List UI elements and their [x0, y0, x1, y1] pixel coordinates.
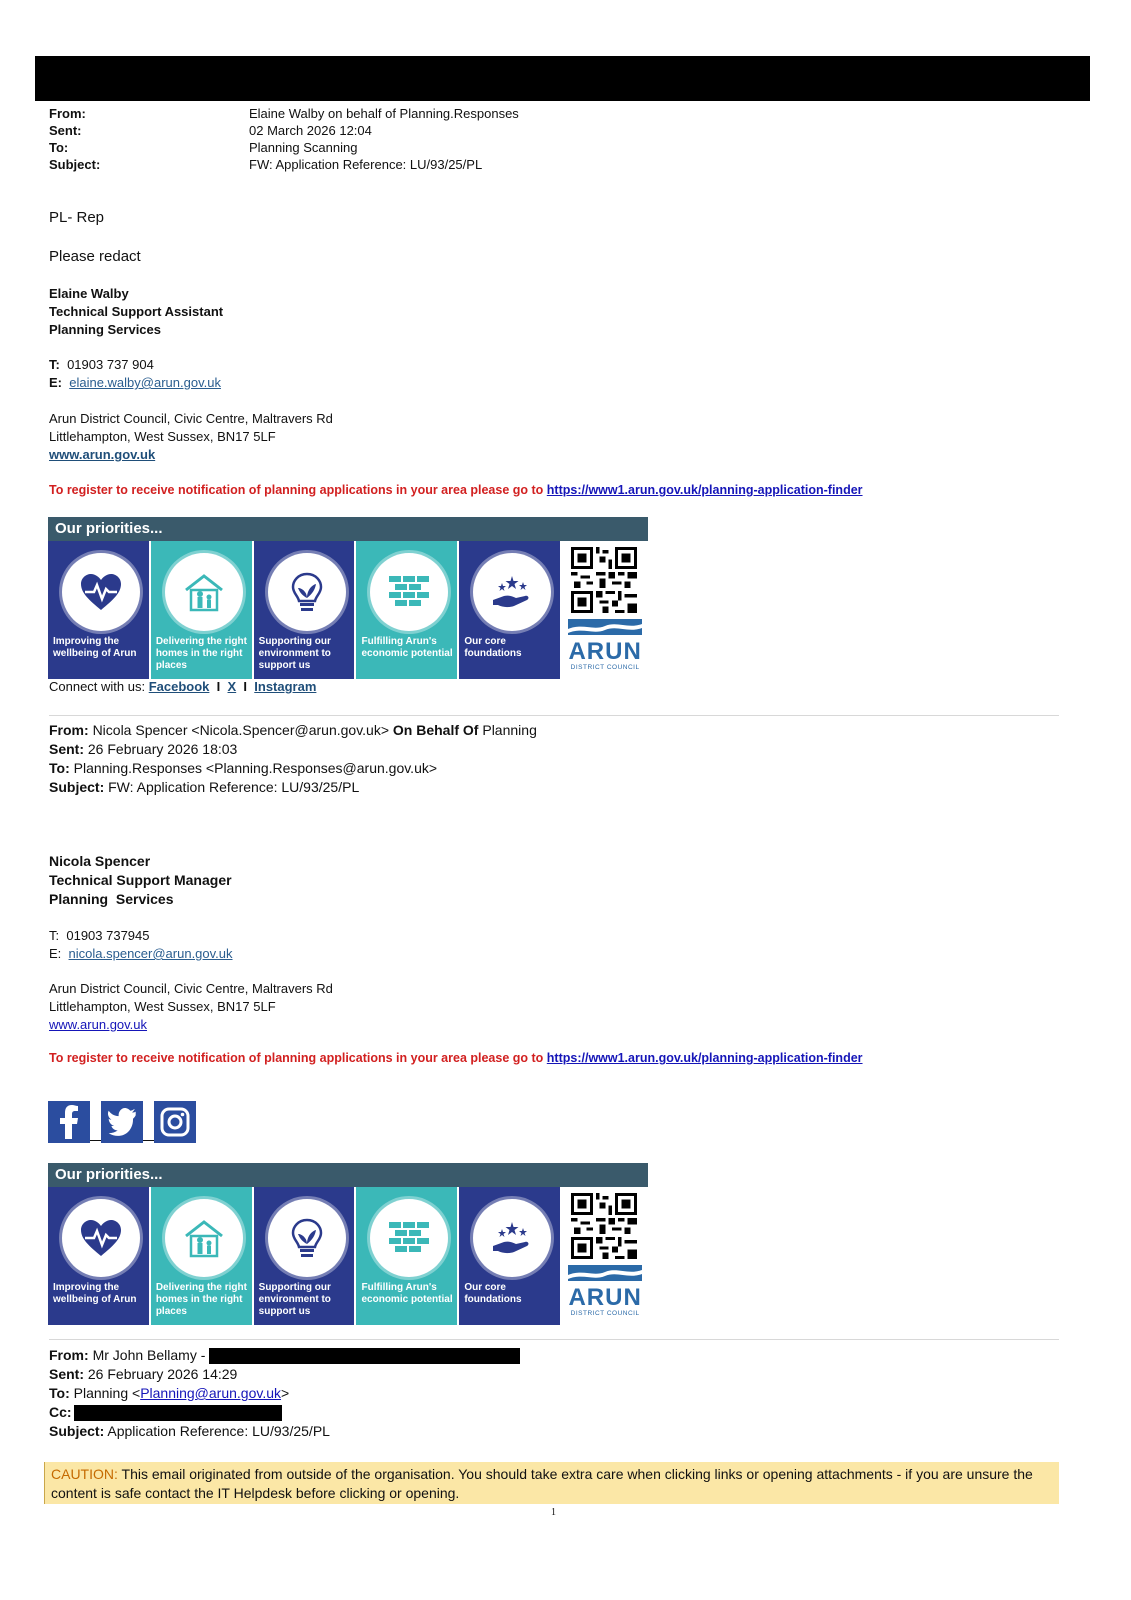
- connect-separator: I: [216, 679, 221, 694]
- divider-1: [49, 715, 1059, 716]
- body-line-1: PL- Rep: [49, 209, 105, 226]
- priority-tile-environment: [254, 541, 357, 679]
- arun-logo-word: ARUN: [568, 638, 642, 665]
- signature-2: [49, 852, 232, 909]
- from-redaction: [209, 1348, 520, 1364]
- sent-label: Sent:: [49, 123, 82, 138]
- email3-subject-value: Application Reference: LU/93/25/PL: [107, 1423, 330, 1439]
- caution-banner: [44, 1462, 1059, 1504]
- sig2-name: Nicola Spencer: [49, 853, 151, 869]
- email3-to-suffix: >: [281, 1385, 290, 1401]
- sig1-email-link[interactable]: elaine.walby@arun.gov.uk: [69, 375, 221, 390]
- sig1-register-note: [49, 483, 863, 497]
- lightbulb-icon: [268, 553, 346, 631]
- sig1-email-label: E:: [49, 375, 62, 390]
- qr-code-icon: [571, 1193, 637, 1259]
- priority-caption: Fulfilling Arun's economic potential: [361, 636, 453, 659]
- priority-caption: Our core foundations: [464, 636, 522, 659]
- priority-tile-homes: [151, 541, 254, 679]
- sig1-address: [49, 410, 333, 464]
- priority-caption: Delivering the right homes in the right places: [155, 1282, 247, 1317]
- arun-logo-sub: DISTRICT COUNCIL: [570, 1310, 640, 1317]
- priorities-title-2: Our priorities...: [48, 1163, 648, 1187]
- email3-sent-label: Sent:: [49, 1366, 84, 1382]
- heart-icon: [62, 553, 140, 631]
- priority-caption: Improving the wellbeing of Arun: [53, 636, 137, 659]
- sig2-address-line-2: Littlehampton, West Sussex, BN17 5LF: [49, 999, 276, 1014]
- sent-value: 02 March 2026 12:04: [249, 123, 372, 138]
- divider-2: [49, 1339, 1059, 1340]
- sig1-register-link[interactable]: https://www1.arun.gov.uk/planning-application-finder: [546, 483, 863, 497]
- arun-wave-icon: [568, 1265, 642, 1281]
- sig2-register-text: To register to receive notification of planning applications in your area please go to: [49, 1051, 547, 1065]
- facebook-link[interactable]: Facebook: [148, 679, 210, 694]
- facebook-icon[interactable]: [48, 1101, 90, 1143]
- priority-caption: Improving the wellbeing of Arun: [53, 1282, 137, 1305]
- email3-from-label: From:: [49, 1347, 89, 1363]
- email3-subject-label: Subject:: [49, 1423, 105, 1439]
- subject-label: Subject:: [49, 157, 101, 172]
- connect-line: [49, 678, 316, 696]
- arun-logo: [568, 1265, 642, 1317]
- from-value: Elaine Walby on behalf of Planning.Responses: [249, 106, 519, 121]
- priority-tile-homes: [151, 1187, 254, 1325]
- heart-icon: [62, 1199, 140, 1277]
- connect-separator: I: [243, 679, 248, 694]
- arun-logo-word: ARUN: [568, 1284, 642, 1311]
- top-redaction-bar: [35, 56, 1090, 101]
- email3-to-link[interactable]: Planning@arun.gov.uk: [140, 1385, 282, 1401]
- email2-to-value: Planning.Responses <Planning.Responses@arun.gov.uk>: [73, 760, 438, 776]
- cc-redaction: [74, 1405, 282, 1421]
- priority-tile-environment: [254, 1187, 357, 1325]
- sig1-tel-label: T:: [49, 357, 60, 372]
- from-label: From:: [49, 106, 86, 121]
- instagram-icon[interactable]: [154, 1101, 196, 1143]
- subject-value: FW: Application Reference: LU/93/25/PL: [249, 157, 483, 172]
- connect-label: Connect with us:: [49, 679, 149, 694]
- arun-wave-icon: [568, 619, 642, 635]
- body-line-2: Please redact: [49, 248, 141, 265]
- sig2-tel-value: 01903 737945: [66, 928, 150, 943]
- sig1-dept: Planning Services: [49, 322, 161, 337]
- caution-text: This email originated from outside of the organisation. You should take extra care when clicking links or opening attachments - if you are unsure the content is safe contact the IT Helpdesk before clicking or opening.: [51, 1466, 1033, 1501]
- email2-subject-label: Subject:: [49, 779, 105, 795]
- arun-logo-sub: DISTRICT COUNCIL: [570, 664, 640, 671]
- sig2-contact: [49, 927, 233, 963]
- email2-to-label: To:: [49, 760, 70, 776]
- to-label: To:: [49, 140, 69, 155]
- email2-behalf-value: Planning: [482, 722, 537, 738]
- sig1-role: Technical Support Assistant: [49, 304, 224, 319]
- instagram-link[interactable]: Instagram: [254, 679, 317, 694]
- email-3-header: [49, 1346, 949, 1441]
- lightbulb-icon: [268, 1199, 346, 1277]
- priority-caption: Supporting our environment to support us: [258, 1282, 331, 1317]
- social-icons: [48, 1101, 196, 1143]
- brick-wall-icon: [370, 553, 448, 631]
- sig2-website-link[interactable]: www.arun.gov.uk: [49, 1017, 148, 1032]
- priority-tile-foundations: [459, 541, 562, 679]
- twitter-icon[interactable]: [101, 1101, 143, 1143]
- social-gap: [143, 1139, 154, 1141]
- signature-1: [49, 285, 223, 339]
- sig1-name: Elaine Walby: [49, 286, 129, 301]
- hand-stars-icon: [473, 1199, 551, 1277]
- sig2-address: [49, 980, 333, 1034]
- priority-tile-economy: [356, 1187, 459, 1325]
- priority-tile-wellbeing: [48, 541, 151, 679]
- sig2-address-line-1: Arun District Council, Civic Centre, Maltravers Rd: [49, 981, 333, 996]
- sig1-tel-value: 01903 737 904: [67, 357, 154, 372]
- page-number: 1: [551, 1507, 556, 1518]
- sig1-address-line-1: Arun District Council, Civic Centre, Maltravers Rd: [49, 411, 333, 426]
- qr-code-icon: [571, 547, 637, 613]
- sig1-address-line-2: Littlehampton, West Sussex, BN17 5LF: [49, 429, 276, 444]
- priorities-banner-1: [48, 517, 648, 679]
- priority-caption: Our core foundations: [464, 1282, 522, 1305]
- email2-subject-value: FW: Application Reference: LU/93/25/PL: [108, 779, 360, 795]
- priority-tile-wellbeing: [48, 1187, 151, 1325]
- social-gap: [90, 1139, 101, 1141]
- email3-from-value: Mr John Bellamy -: [92, 1347, 210, 1363]
- hand-stars-icon: [473, 553, 551, 631]
- sig2-role: Technical Support Manager: [49, 872, 232, 888]
- to-value: Planning Scanning: [249, 140, 358, 155]
- sig2-register-note: [49, 1051, 863, 1065]
- sig1-register-text: To register to receive notification of planning applications in your area please go to: [49, 483, 547, 497]
- email2-behalf-label: On Behalf Of: [392, 722, 479, 738]
- priority-tile-economy: [356, 541, 459, 679]
- email3-to-label: To:: [49, 1385, 70, 1401]
- priorities-banner-2: [48, 1163, 648, 1325]
- x-link[interactable]: X: [227, 679, 237, 694]
- sig1-contact: [49, 356, 221, 392]
- priority-tile-foundations: [459, 1187, 562, 1325]
- sig2-email-label: E:: [49, 946, 62, 961]
- email2-sent-label: Sent:: [49, 741, 84, 757]
- home-icon: [165, 1199, 243, 1277]
- email2-from-value: Nicola Spencer <Nicola.Spencer@arun.gov.uk>: [92, 722, 390, 738]
- sig2-tel-label: T:: [49, 928, 60, 943]
- email3-cc-label: Cc:: [49, 1404, 72, 1420]
- email-header: [49, 106, 649, 174]
- sig2-register-link[interactable]: https://www1.arun.gov.uk/planning-application-finder: [546, 1051, 863, 1065]
- email2-from-label: From:: [49, 722, 89, 738]
- brick-wall-icon: [370, 1199, 448, 1277]
- email3-to-prefix: Planning <: [73, 1385, 141, 1401]
- email3-sent-value: 26 February 2026 14:29: [87, 1366, 238, 1382]
- sig2-dept: Planning Services: [49, 891, 174, 907]
- arun-logo: [568, 619, 642, 671]
- home-icon: [165, 553, 243, 631]
- caution-label: CAUTION:: [51, 1466, 118, 1482]
- sig2-email-link[interactable]: nicola.spencer@arun.gov.uk: [68, 946, 233, 961]
- email-2-header: [49, 721, 537, 797]
- sig1-website-link[interactable]: www.arun.gov.uk: [49, 447, 156, 462]
- priority-caption: Supporting our environment to support us: [258, 636, 331, 671]
- priority-caption: Delivering the right homes in the right places: [155, 636, 247, 671]
- qr-logo-tile: [562, 1187, 648, 1325]
- priorities-title-1: Our priorities...: [48, 517, 648, 541]
- email2-sent-value: 26 February 2026 18:03: [87, 741, 238, 757]
- qr-logo-tile: [562, 541, 648, 679]
- priority-caption: Fulfilling Arun's economic potential: [361, 1282, 453, 1305]
